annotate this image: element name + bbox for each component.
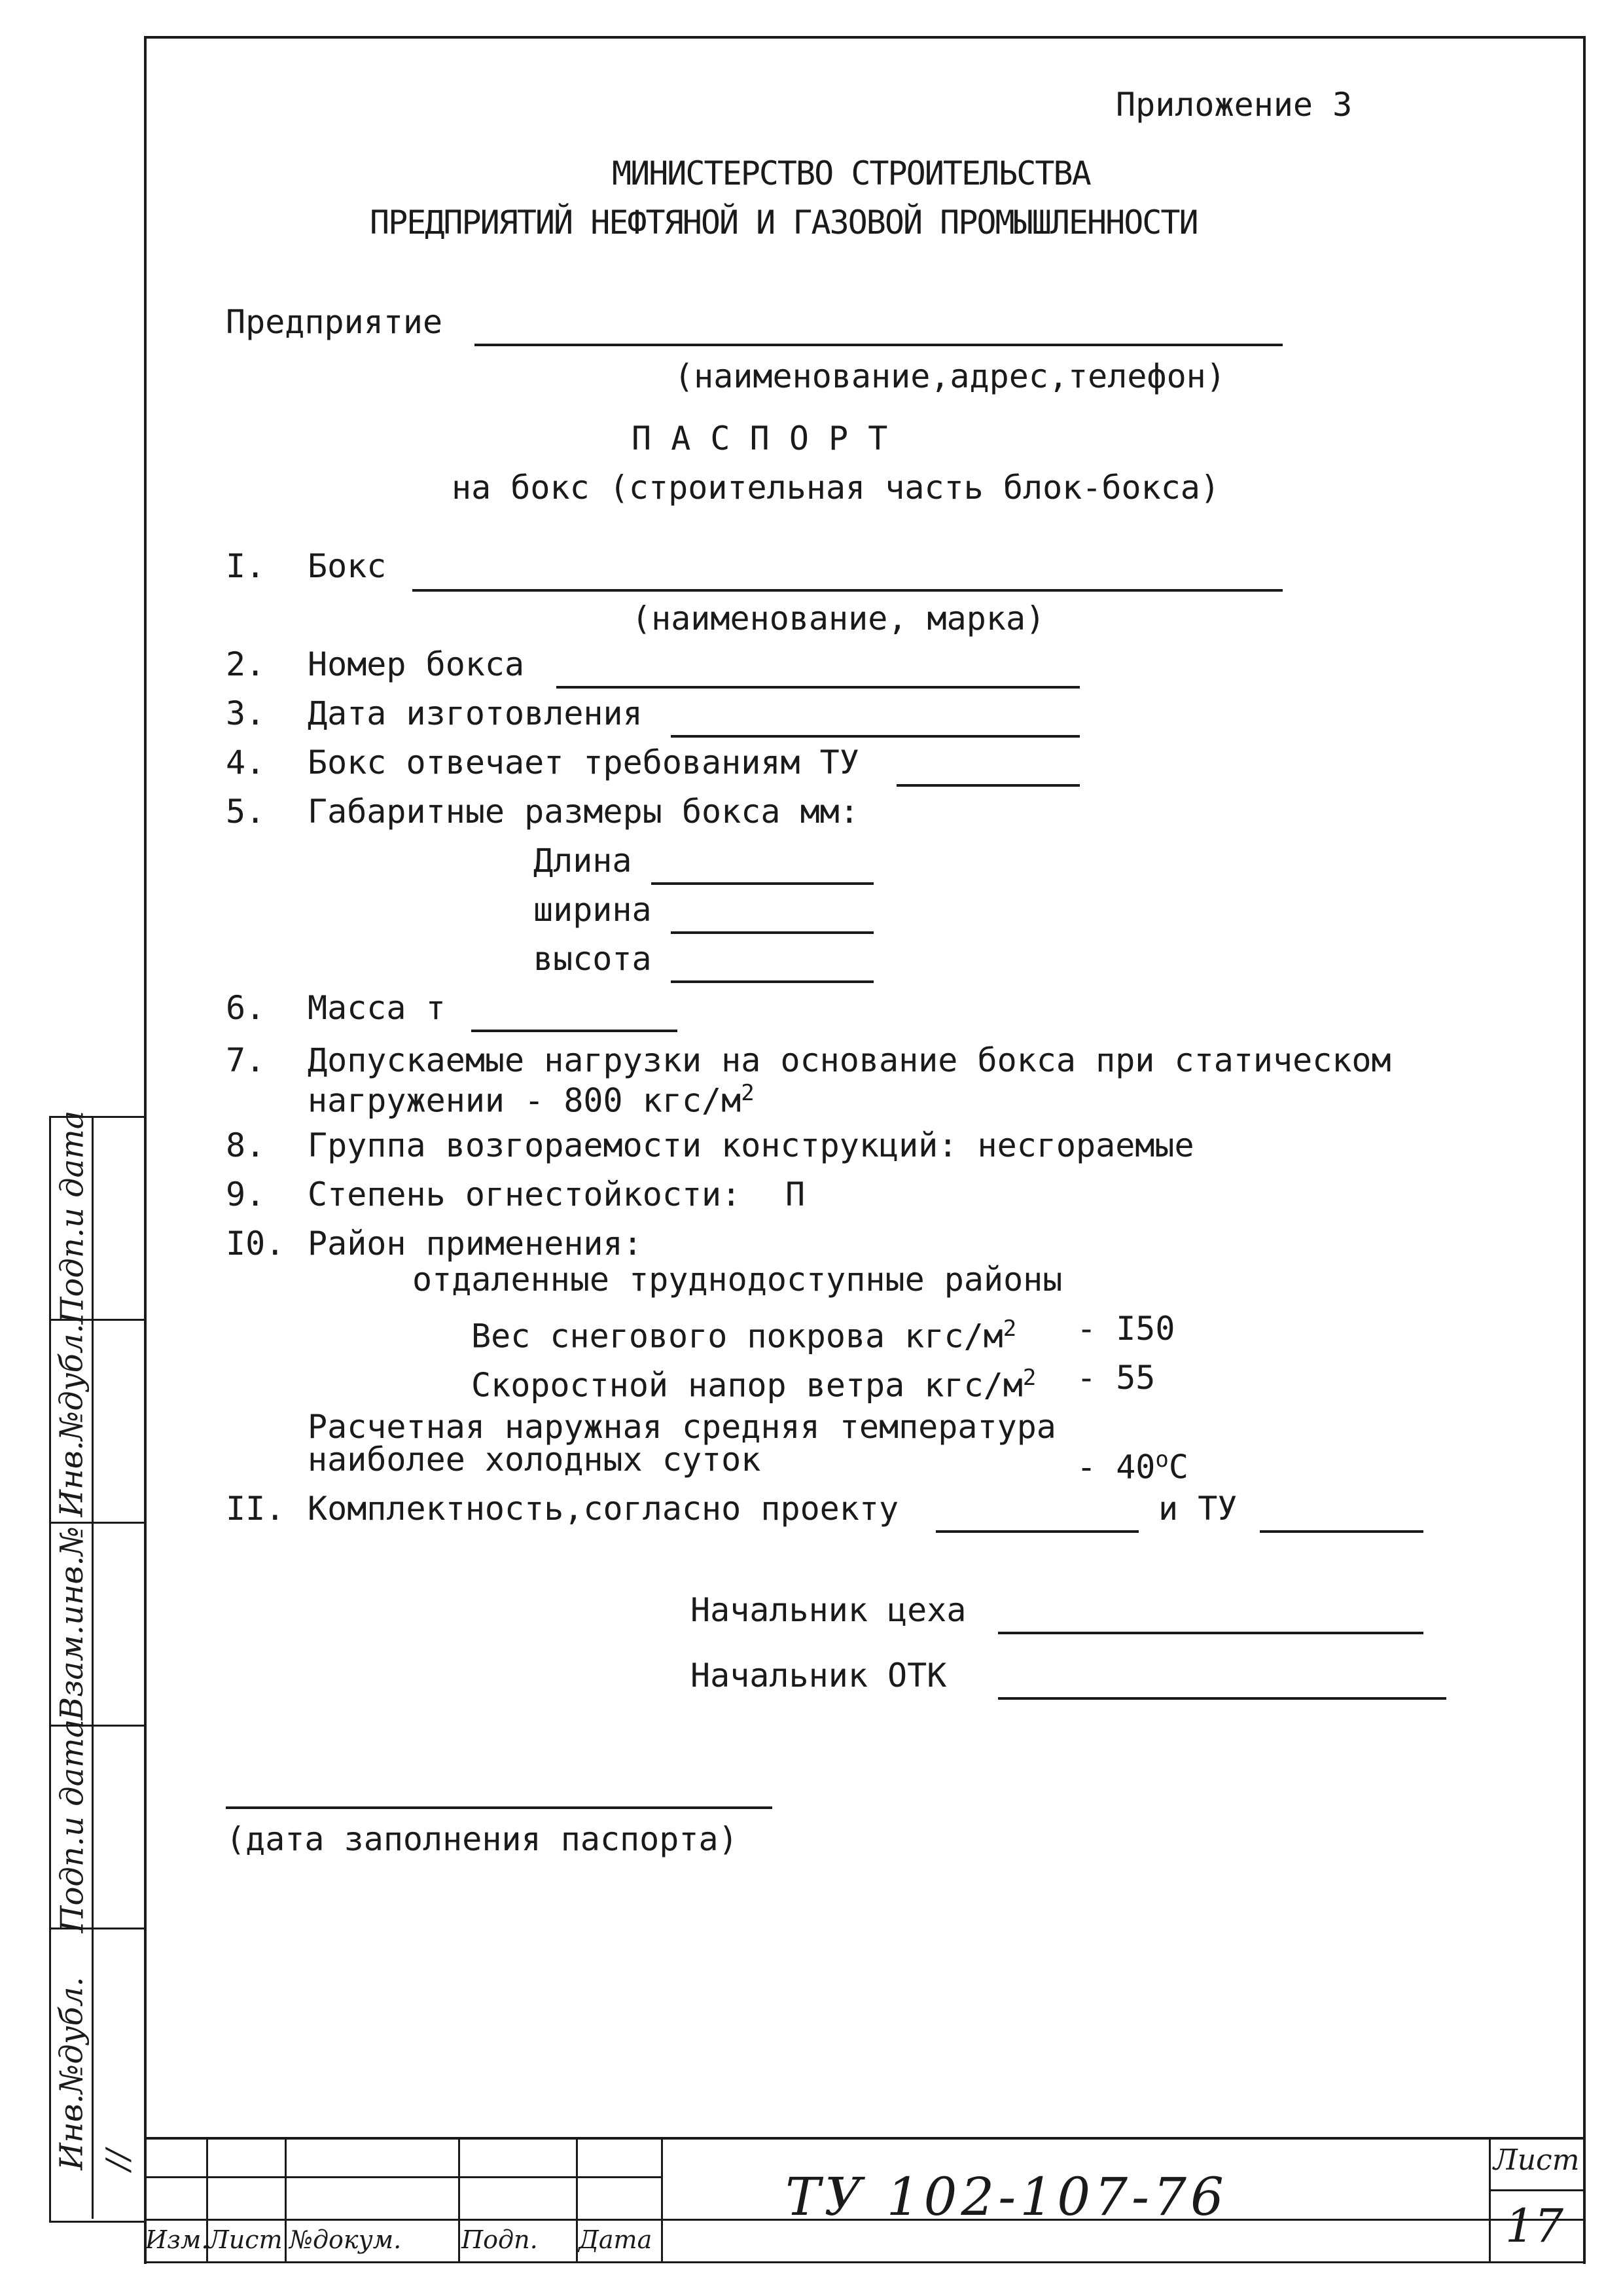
snow-load-label: Вес снегового покрова кгс/$м^2$	[471, 1316, 1017, 1355]
item-3-number: 3.	[226, 694, 266, 732]
height-line[interactable]	[671, 980, 874, 983]
wind-pressure-value: - 55	[1077, 1359, 1156, 1397]
stamp-col-date: Дата	[579, 2225, 652, 2254]
item-8-label: Группа возгораемости конструкций: несгораемые	[308, 1126, 1194, 1164]
item-1-label: Бокс	[308, 547, 387, 585]
document-designation: ТУ 102-107-76	[785, 2166, 1228, 2227]
box-name-line[interactable]	[412, 589, 1283, 592]
ministry-line1: МИНИСТЕРСТВО СТРОИТЕЛЬСТВА	[612, 154, 1090, 192]
wind-pressure-label: Скоростной напор ветра кгс/$м^2$	[471, 1365, 1037, 1405]
item-10-number: I0.	[226, 1225, 285, 1263]
tu-line[interactable]	[897, 784, 1080, 787]
item-2-number: 2.	[226, 645, 266, 683]
enterprise-line[interactable]	[474, 344, 1283, 346]
item-11-and-tu: и ТУ	[1158, 1490, 1238, 1528]
stamp-bottom-border	[144, 2261, 1583, 2263]
item-11-label: Комплектность,согласно проекту	[308, 1490, 899, 1528]
item-10-label: Район применения:	[308, 1225, 643, 1263]
fill-date-line[interactable]	[226, 1806, 772, 1809]
ministry-line2: ПРЕДПРИЯТИЙ НЕФТЯНОЙ И ГАЗОВОЙ ПРОМЫШЛЕННОСТИ	[370, 204, 1198, 242]
item-5-number: 5.	[226, 793, 266, 831]
width-label: ширина	[533, 891, 652, 929]
item-1-caption: (наименование, марка)	[632, 600, 1046, 637]
stamp-col-doc: №докум.	[289, 2225, 402, 2254]
sign-date2-label: Подп.и дата	[54, 1719, 91, 1933]
inv-dup-label: Инв.№дубл.	[54, 1323, 91, 1517]
item-4-label: Бокс отвечает требованиям ТУ	[308, 744, 859, 781]
item-2-label: Номер бокса	[308, 645, 525, 683]
project-completeness-line[interactable]	[936, 1530, 1139, 1533]
box-number-line[interactable]	[556, 686, 1080, 689]
stamp-col-sign: Подп.	[461, 2225, 538, 2254]
height-label: высота	[533, 940, 652, 978]
item-7-number: 7.	[226, 1041, 266, 1079]
item-11-number: II.	[226, 1490, 285, 1528]
vzam-inv-label: Взам.инв.№	[54, 1526, 90, 1721]
fill-date-caption: (дата заполнения паспорта)	[226, 1820, 738, 1858]
item-3-label: Дата изготовления	[308, 694, 643, 732]
temperature-value: - $40^оС$	[1077, 1446, 1189, 1486]
otk-head-signature-line[interactable]	[998, 1697, 1446, 1700]
stamp-col-list: Лист	[208, 2225, 283, 2254]
item-4-number: 4.	[226, 744, 266, 781]
item-9-number: 9.	[226, 1175, 266, 1213]
otk-head-label: Начальник ОТК	[690, 1657, 947, 1695]
item-7-line2: нагружении - 800 кгс/$м^2$	[308, 1080, 755, 1120]
appendix-label: Приложение 3	[1116, 86, 1353, 124]
length-line[interactable]	[651, 882, 874, 885]
passport-title: П А С П О Р Т	[632, 420, 888, 457]
sheet-label: Лист	[1493, 2144, 1580, 2177]
sign-date-label: Подп.и дата	[54, 1110, 91, 1325]
stamp-col-izm: Изм.	[145, 2225, 209, 2254]
sheet-number: 17	[1505, 2199, 1564, 2253]
passport-subtitle: на бокс (строительная часть блок-бокса)	[452, 469, 1220, 507]
length-label: Длина	[533, 842, 632, 880]
item-5-label: Габаритные размеры бокса мм:	[308, 793, 859, 831]
tu-completeness-line[interactable]	[1260, 1530, 1423, 1533]
inv-orig-label: Инв.№дубл.	[54, 1976, 91, 2170]
item-7-line1: Допускаемые нагрузки на основание бокса при статическом	[308, 1041, 1391, 1079]
mass-line[interactable]	[471, 1030, 677, 1032]
shop-head-signature-line[interactable]	[998, 1632, 1423, 1634]
temperature-label-line1: Расчетная наружная средняя температура	[308, 1408, 1056, 1446]
inv-orig-value: //	[99, 2149, 136, 2171]
width-line[interactable]	[671, 931, 874, 934]
temperature-label-line2: наиболее холодных суток	[308, 1441, 761, 1479]
item-9-label: Степень огнестойкости:	[308, 1175, 741, 1213]
enterprise-label: Предприятие	[226, 303, 443, 341]
item-8-number: 8.	[226, 1126, 266, 1164]
snow-load-value: - I50	[1077, 1310, 1175, 1348]
shop-head-label: Начальник цеха	[690, 1591, 967, 1629]
fire-resistance-value: П	[785, 1175, 806, 1213]
item-6-label: Масса т	[308, 989, 446, 1027]
item-1-number: I.	[226, 547, 266, 585]
item-6-number: 6.	[226, 989, 266, 1027]
enterprise-caption: (наименование,адрес,телефон)	[674, 357, 1226, 395]
region-value: отдаленные труднодоступные районы	[412, 1261, 1063, 1299]
manufacture-date-line[interactable]	[671, 735, 1080, 738]
